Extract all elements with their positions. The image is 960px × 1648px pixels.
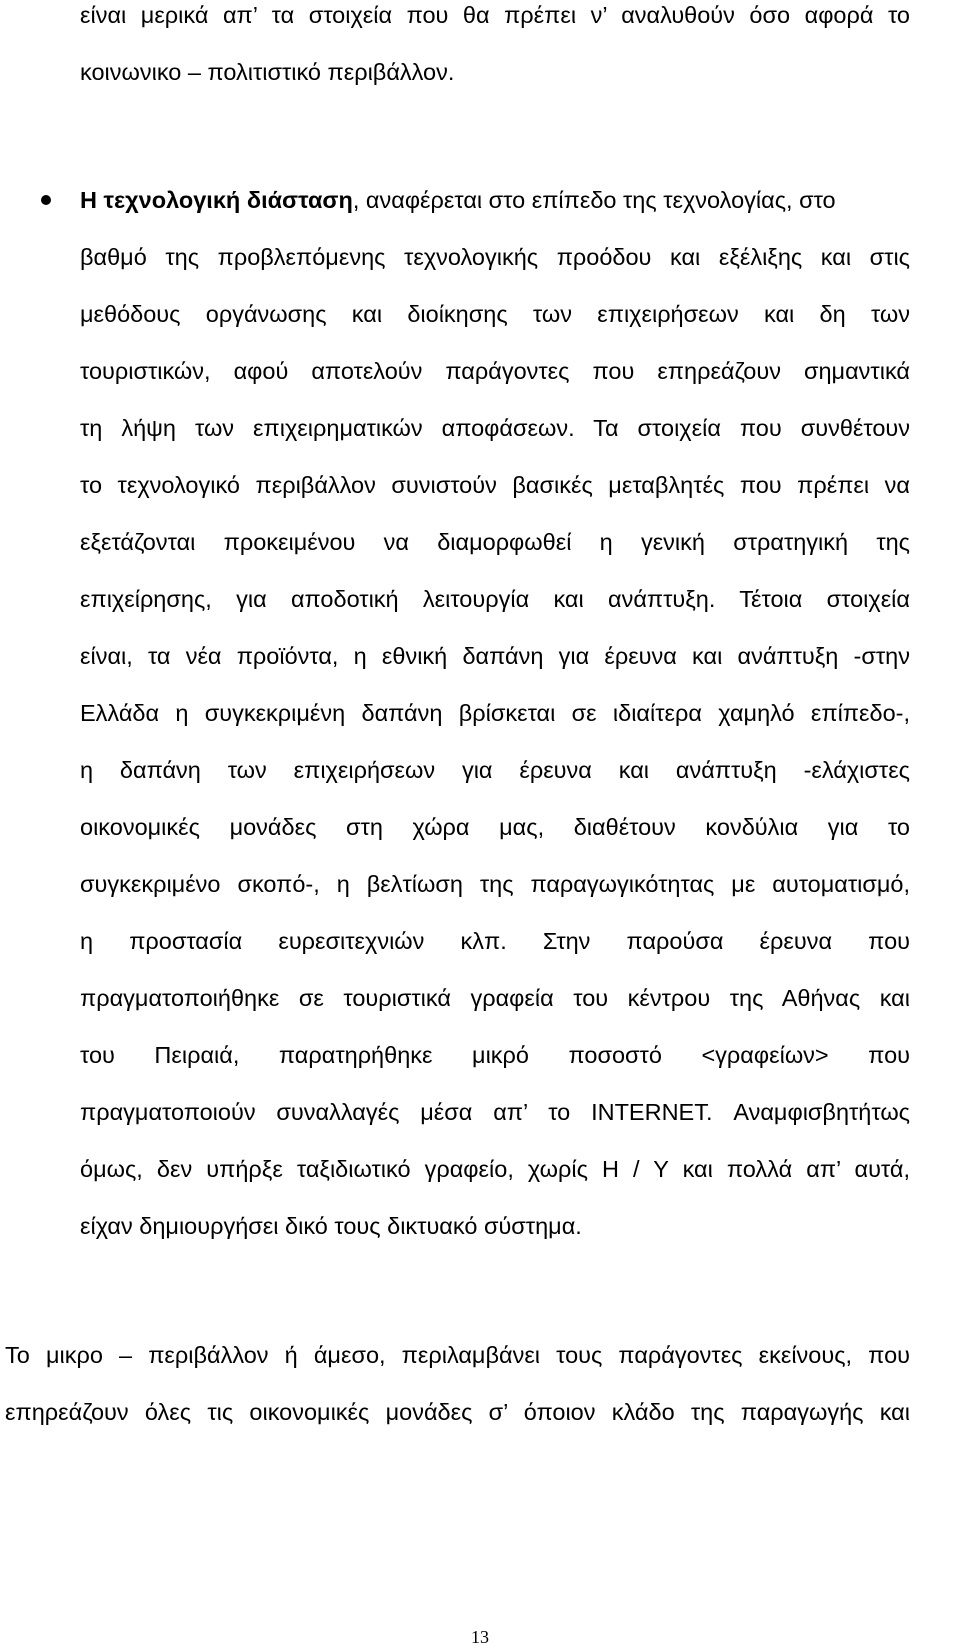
text-line: πραγματοποιούν συναλλαγές μέσα απ’ το INTERNET. Αναμφισβητήτως — [80, 1099, 910, 1125]
text-line: , αναφέρεται στο επίπεδο της τεχνολογίας, στο — [352, 187, 836, 213]
text-line: τη λήψη των επιχειρηματικών αποφάσεων. Τα στοιχεία που συνθέτουν — [80, 415, 910, 441]
text-line: η προστασία ευρεσιτεχνιών κλπ. Στην παρούσα έρευνα που — [80, 928, 910, 954]
text-line: το τεχνολογικό περιβάλλον συνιστούν βασικές μεταβλητές που πρέπει να — [80, 472, 910, 498]
text-line: Το μικρο – περιβάλλον ή άμεσο, περιλαμβάνει τους παράγοντες εκείνους, που — [5, 1342, 910, 1368]
bullet-lead-term: Η τεχνολογική διάσταση — [80, 187, 353, 213]
text-line: εξετάζονται προκειμένου να διαμορφωθεί η γενική στρατηγική της — [80, 529, 910, 555]
text-line: όμως, δεν υπήρξε ταξιδιωτικό γραφείο, χωρίς Η / Υ και πολλά απ’ αυτά, — [80, 1156, 910, 1182]
text-line: είναι μερικά απ’ τα στοιχεία που θα πρέπει ν’ αναλυθούν όσο αφορά το — [80, 2, 910, 28]
text-line: πραγματοποιήθηκε σε τουριστικά γραφεία του κέντρου της Αθήνας και — [80, 985, 910, 1011]
page-number: 13 — [471, 1627, 489, 1647]
text-line: συγκεκριμένο σκοπό-, η βελτίωση της παραγωγικότητας με αυτοματισμό, — [80, 871, 910, 897]
text-line: μεθόδους οργάνωσης και διοίκησης των επιχειρήσεων και δη των — [80, 301, 910, 327]
text-line: η δαπάνη των επιχειρήσεων για έρευνα και ανάπτυξη -ελάχιστες — [80, 757, 910, 783]
text-line: επηρεάζουν όλες τις οικονομικές μονάδες σ’ όποιον κλάδο της παραγωγής και — [5, 1399, 910, 1425]
text-line: επιχείρησης, για αποδοτική λειτουργία και ανάπτυξη. Τέτοια στοιχεία — [80, 586, 910, 612]
text-line: οικονομικές μονάδες στη χώρα μας, διαθέτουν κονδύλια για το — [80, 814, 910, 840]
text-line: είχαν δημιουργήσει δικό τους δικτυακό σύστημα. — [80, 1213, 582, 1239]
text-line: του Πειραιά, παρατηρήθηκε μικρό ποσοστό <γραφείων> που — [80, 1042, 910, 1068]
text-line: Ελλάδα η συγκεκριμένη δαπάνη βρίσκεται σε ιδιαίτερα χαμηλό επίπεδο-, — [80, 700, 910, 726]
text-line: τουριστικών, αφού αποτελούν παράγοντες που επηρεάζουν σημαντικά — [80, 358, 910, 384]
bullet-dot-icon — [41, 195, 51, 205]
text-line: είναι, τα νέα προϊόντα, η εθνική δαπάνη για έρευνα και ανάπτυξη -στην — [80, 643, 910, 669]
text-line: βαθμό της προβλεπόμενης τεχνολογικής προόδου και εξέλιξης και στις — [80, 244, 910, 270]
bullet-first-line — [80, 185, 836, 215]
text-line: κοινωνικο – πολιτιστικό περιβάλλον. — [80, 59, 455, 85]
